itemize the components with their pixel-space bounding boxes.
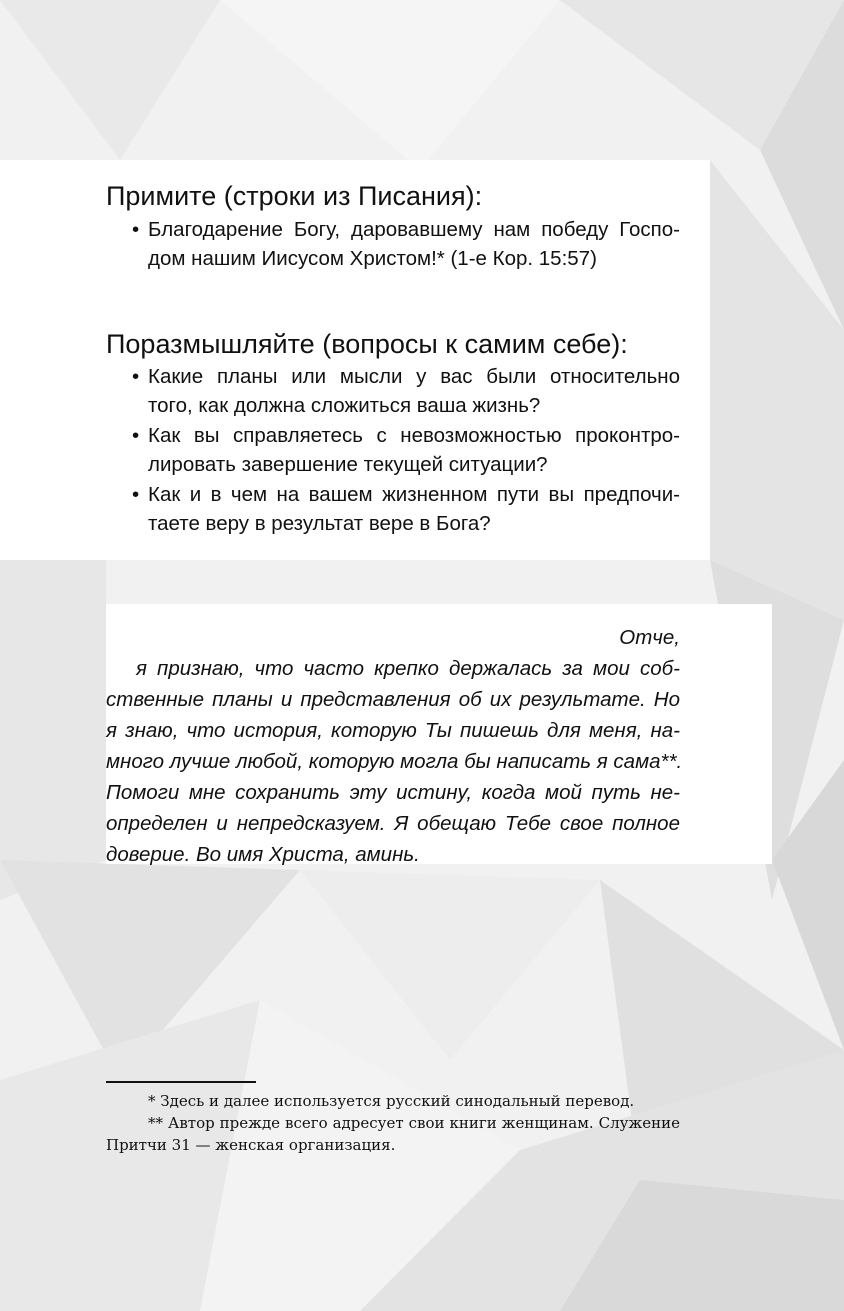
- footnote-1: * Здесь и далее используется русский синодальный перевод.: [148, 1092, 635, 1110]
- list-item-line: Как вы справляетесь с невозможностью проконтро-: [148, 424, 680, 447]
- bullet-icon: •: [132, 424, 140, 447]
- bullet-icon: •: [132, 365, 140, 388]
- footnote-2-continuation: Притчи 31 — женская организация.: [106, 1136, 396, 1154]
- list-item: [132, 362, 680, 420]
- list-item-line: Какие планы или мысли у вас были относительно: [148, 365, 680, 388]
- prayer-line: доверие. Во имя Христа, аминь.: [106, 843, 420, 866]
- prayer-line: много лучше любой, которую могла бы написать я сама**.: [106, 750, 683, 773]
- prayer-line: определен и непредсказуем. Я обещаю Тебе свое полное: [106, 812, 680, 835]
- list-item-line: Благодарение Богу, даровавшему нам победу Госпо-: [148, 218, 680, 241]
- list-item: [132, 215, 680, 273]
- prayer-text: [106, 622, 683, 870]
- list-item-line: Как и в чем на вашем жизненном пути вы предпочи-: [148, 483, 680, 506]
- list-item-line: таете веру в результат вере в Бога?: [148, 512, 491, 535]
- prayer-line: Помоги мне сохранить эту истину, когда мой путь не-: [106, 781, 680, 804]
- footnote-2: ** Автор прежде всего адресует свои книги женщинам. Служение: [148, 1114, 680, 1132]
- bullet-icon: •: [132, 218, 140, 241]
- footnote-rule: [106, 1081, 256, 1083]
- list-item-line: того, как должна сложиться ваша жизнь?: [148, 394, 541, 417]
- prayer-line: я признаю, что часто крепко держалась за мои соб-: [136, 657, 680, 680]
- bullet-icon: •: [132, 483, 140, 506]
- receive-heading: Примите (строки из Писания):: [106, 181, 483, 211]
- list-item-line: дом нашим Иисусом Христом!* (1-е Кор. 15:57): [148, 247, 597, 270]
- prayer-address: Отче,: [619, 626, 680, 649]
- prayer-line: ственные планы и представления об их результате. Но: [106, 688, 680, 711]
- list-item: [132, 480, 680, 538]
- reflect-heading: Поразмышляйте (вопросы к самим себе):: [106, 329, 628, 359]
- prayer-line: я знаю, что история, которую Ты пишешь для меня, на-: [106, 719, 680, 742]
- list-item: [132, 421, 680, 479]
- footnotes: [106, 1090, 680, 1156]
- list-item-line: лировать завершение текущей ситуации?: [148, 453, 548, 476]
